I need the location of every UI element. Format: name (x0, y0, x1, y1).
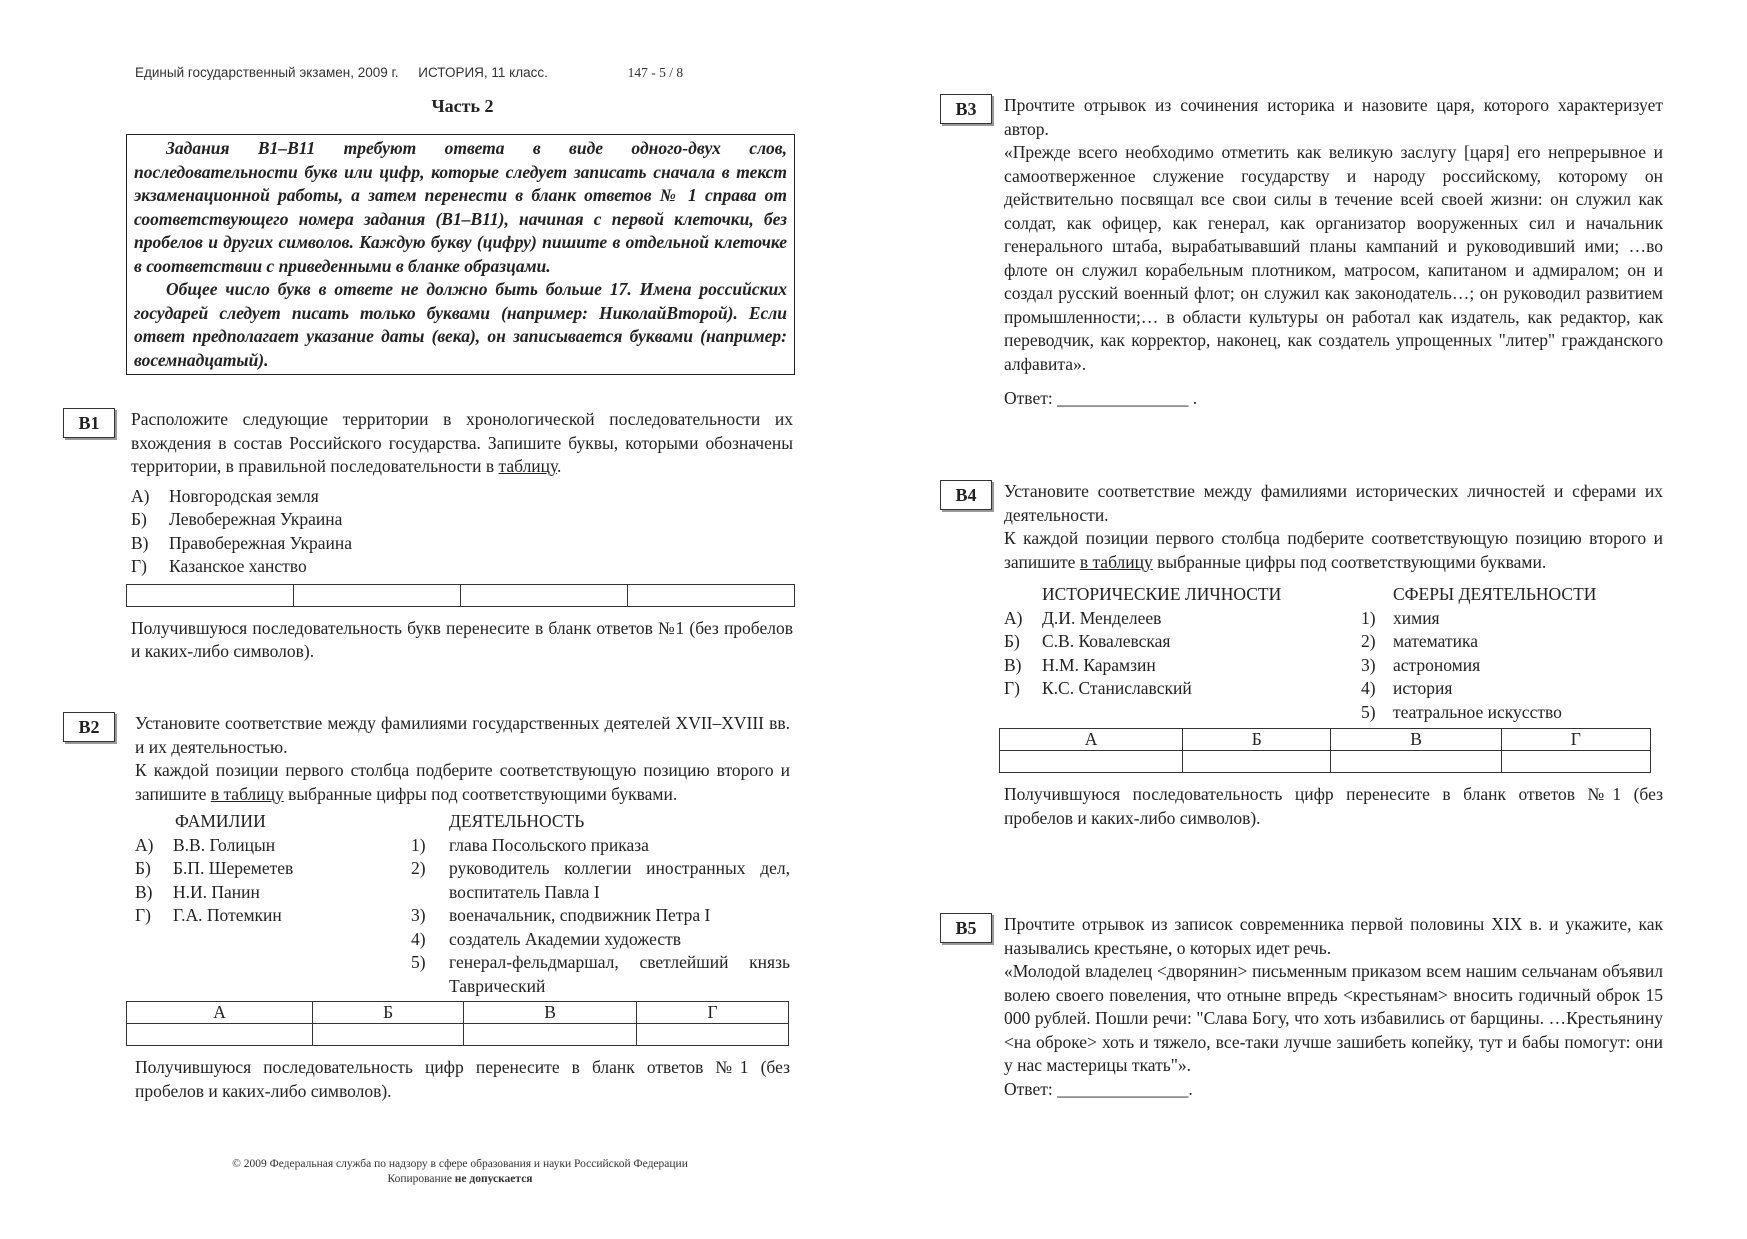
answer-table-b2 (126, 1001, 789, 1046)
option-value: К.С. Станиславский (1042, 678, 1192, 698)
option-key: 5) (411, 952, 426, 972)
option-key: Б) (135, 858, 151, 878)
answer-cell[interactable] (313, 1024, 464, 1046)
table-header: В (464, 1002, 637, 1024)
part-title: Часть 2 (431, 96, 494, 116)
answer-cell[interactable] (1000, 751, 1183, 773)
option-value: история (1393, 678, 1453, 698)
task-text: Расположите следующие территории в хронологической последовательности их вхождения в состав Российского государства. Запишите буквы, которыми обозначены территории, в правильной последовательности в (131, 409, 793, 476)
copyright: © 2009 Федеральная служба по надзору в сфере образования и науки Российской Федерации (232, 1158, 688, 1170)
option-value: В.В. Голицын (173, 834, 276, 855)
task-text: выбранные цифры под соответствующими буквами. (283, 783, 678, 804)
task-text: выбранные цифры под соответствующими буквами. (1152, 551, 1547, 572)
footer (150, 1157, 770, 1187)
option (131, 532, 793, 556)
option-value: математика (1393, 631, 1478, 651)
option-value: создатель Академии художеств (449, 928, 682, 949)
task-b4 (1004, 480, 1663, 830)
option-value: Левобережная Украина (169, 509, 343, 529)
column-names (135, 810, 411, 998)
exam-title: Единый государственный экзамен, 2009 г. (135, 65, 399, 80)
option-key: В) (131, 532, 149, 553)
option-key: В) (135, 881, 153, 902)
option-key: 3) (1361, 654, 1376, 675)
transfer-note: Получившуюся последовательность букв перенесите в бланк ответов №1 (без пробелов и каких-либо символов). (131, 617, 793, 661)
option (131, 555, 793, 579)
table-link[interactable]: в таблицу (210, 783, 284, 804)
instruction-paragraph: Общее число букв в ответе не должно быть больше 17. Имена российских государей следует писать только буквами (например: НиколайВторой). Если ответ предполагает указание даты (века), он записывается буквами (например: восемнадцатый). (134, 279, 787, 370)
instructions-box (126, 134, 795, 375)
option-key: Г) (131, 556, 147, 576)
answer-line[interactable]: Ответ: _______________ . (1004, 388, 1198, 408)
option-key: Б) (131, 509, 147, 529)
options-list (131, 485, 793, 579)
option-key: 4) (1361, 678, 1376, 698)
column-title: ФАМИЛИИ (175, 811, 266, 831)
page-header (135, 61, 683, 85)
option-key: 4) (411, 928, 426, 949)
option-value: Новгородская земля (169, 485, 319, 506)
option-value: Г.А. Потемкин (173, 905, 282, 925)
option-key: 3) (411, 905, 426, 925)
subject: ИСТОРИЯ, 11 класс. (418, 65, 548, 80)
option-key: Б) (1004, 631, 1020, 651)
table-header: Б (1183, 729, 1331, 751)
task-b1 (131, 408, 793, 664)
option-key: А) (1004, 607, 1023, 628)
answer-cell[interactable] (628, 584, 795, 606)
option-key: 1) (1361, 607, 1376, 628)
option-key: 5) (1361, 701, 1376, 722)
answer-line[interactable]: Ответ: _______________. (1004, 1078, 1193, 1099)
punct: . (557, 456, 562, 476)
option-value: театральное искусство (1393, 701, 1562, 722)
option-value: Казанское ханство (169, 556, 307, 576)
table-header: А (1000, 729, 1183, 751)
table-header: Б (313, 1002, 464, 1024)
instruction-paragraph: Задания В1–В11 требуют ответа в виде одного-двух слов, последовательности букв или цифр, которые следует записать сначала в текст экзаменационной работы, а затем перенести в бланк ответов № 1 справа от соответствующего номера задания (В1–В11), начиная с первой клеточки, без пробелов и других символов. Каждую букву (цифру) пишите в отдельной клеточке в соответствии с приведенными в бланке образцами. (134, 138, 787, 276)
answer-cell[interactable] (1501, 751, 1650, 773)
answer-cell[interactable] (127, 584, 294, 606)
option-value: Н.И. Панин (173, 881, 260, 902)
option (131, 508, 793, 532)
table-link[interactable]: в таблицу (1079, 551, 1153, 572)
answer-cell[interactable] (464, 1024, 637, 1046)
option-value: Б.П. Шереметев (173, 858, 294, 878)
task-intro: Установите соответствие между фамилиями исторических личностей и сферами их деятельности. (1004, 481, 1663, 525)
option-value: Правобережная Украина (169, 532, 353, 553)
column-activities (411, 810, 790, 998)
task-label-b2: В2 (63, 712, 115, 742)
option-key: Г) (1004, 678, 1020, 698)
answer-cell[interactable] (1331, 751, 1501, 773)
table-header: А (127, 1002, 313, 1024)
option-value: руководитель коллегии иностранных дел, воспитатель Павла I (449, 858, 790, 902)
answer-cell[interactable] (1183, 751, 1331, 773)
task-intro: Прочтите отрывок из сочинения историка и назовите царя, которого характеризует автор. (1004, 95, 1663, 139)
answer-cell[interactable] (294, 584, 461, 606)
column-title: ИСТОРИЧЕСКИЕ ЛИЧНОСТИ (1042, 584, 1282, 604)
task-label-b1: В1 (63, 408, 115, 438)
quote: «Молодой владелец <дворянин> письменным приказом всем нашим сельчанам объявил волею своего повеления, что отныне впредь <крестьянам> вносить годичный оброк 15 000 рублей. Пошли речи: "Слава Богу, что хоть избавились от барщины. …Крестьянину <на оброке> хоть и тяжело, все-таки лучше зашибеть копейку, тут и бабы помогут: они у нас мастерицы ткать"». (1004, 961, 1663, 1075)
table-header: Г (1501, 729, 1650, 751)
copy-note-bold: не допускается (454, 1173, 533, 1185)
table-link[interactable]: таблицу (498, 456, 558, 476)
quote: «Прежде всего необходимо отметить как великую заслугу [царя] его непрерывное и самоотверженное служение государству и народу российскому, которому он действительно посвящал все свои силы в течение всей своей жизни: он служил как солдат, как офицер, как генерал, как организатор вооруженных сил и начальник генерального штаба, вырабатывавший планы кампаний и руководивший ими; …во флоте он служил корабельным плотником, матросом, капитаном и адмиралом; он и создал русский военный флот; он служил как законодатель…; он руководил развитием промышленности;… в области культуры он работал как издатель, как редактор, как переводчик, как корректор, наконец, как создатель упрощенных "литер" гражданского алфавита». (1004, 142, 1663, 374)
option-value: глава Посольского приказа (449, 834, 649, 855)
option-value: С.В. Ковалевская (1042, 631, 1171, 651)
option-value: Н.М. Карамзин (1042, 654, 1156, 675)
option-value: генерал-фельдмаршал, светлейший князь Таврический (449, 952, 790, 996)
answer-cell[interactable] (461, 584, 628, 606)
column-spheres (1361, 583, 1663, 724)
option-value: Д.И. Менделеев (1042, 607, 1162, 628)
table-header: В (1331, 729, 1501, 751)
task-b3 (1004, 94, 1663, 411)
column-title: ДЕЯТЕЛЬНОСТЬ (449, 811, 585, 831)
option-key: В) (1004, 654, 1022, 675)
copy-note: Копирование (387, 1173, 455, 1185)
option (131, 485, 793, 509)
task-label-b3: В3 (940, 94, 992, 124)
column-title: СФЕРЫ ДЕЯТЕЛЬНОСТИ (1393, 584, 1597, 604)
table-header: Г (637, 1002, 789, 1024)
option-value: химия (1393, 607, 1440, 628)
column-persons (1004, 583, 1361, 724)
option-key: Г) (135, 905, 151, 925)
task-b2 (135, 712, 790, 1103)
option-key: 2) (1361, 631, 1376, 651)
option-value: военачальник, сподвижник Петра I (449, 905, 711, 925)
task-text: К каждой позиции первого столбца подберите соответствующую позицию второго и запишите (135, 760, 790, 804)
option-key: А) (135, 834, 154, 855)
task-b5 (1004, 913, 1663, 1101)
task-intro: Прочтите отрывок из записок современника первой половины XIX в. и укажите, как назывались крестьяне, о которых идет речь. (1004, 914, 1663, 958)
page-code: 147 - 5 / 8 (627, 65, 684, 80)
option-key: А) (131, 485, 150, 506)
answer-cell[interactable] (127, 1024, 313, 1046)
answer-table-b1 (126, 584, 795, 607)
task-label-b4: В4 (940, 480, 992, 510)
transfer-note: Получившуюся последовательность цифр перенесите в бланк ответов №1 (без пробелов и каких-либо символов). (1004, 784, 1663, 828)
answer-cell[interactable] (637, 1024, 789, 1046)
option-key: 1) (411, 834, 426, 855)
option-key: 2) (411, 858, 426, 878)
task-intro: Установите соответствие между фамилиями государственных деятелей XVII–XVIII вв. и их деятельностью. (135, 713, 790, 757)
transfer-note: Получившуюся последовательность цифр перенесите в бланк ответов №1 (без пробелов и каких-либо символов). (135, 1057, 790, 1101)
task-text: К каждой позиции первого столбца подберите соответствующую позицию второго и запишите (1004, 528, 1663, 572)
task-label-b5: В5 (940, 913, 992, 943)
option-value: астрономия (1393, 654, 1481, 675)
answer-table-b4 (999, 728, 1651, 773)
